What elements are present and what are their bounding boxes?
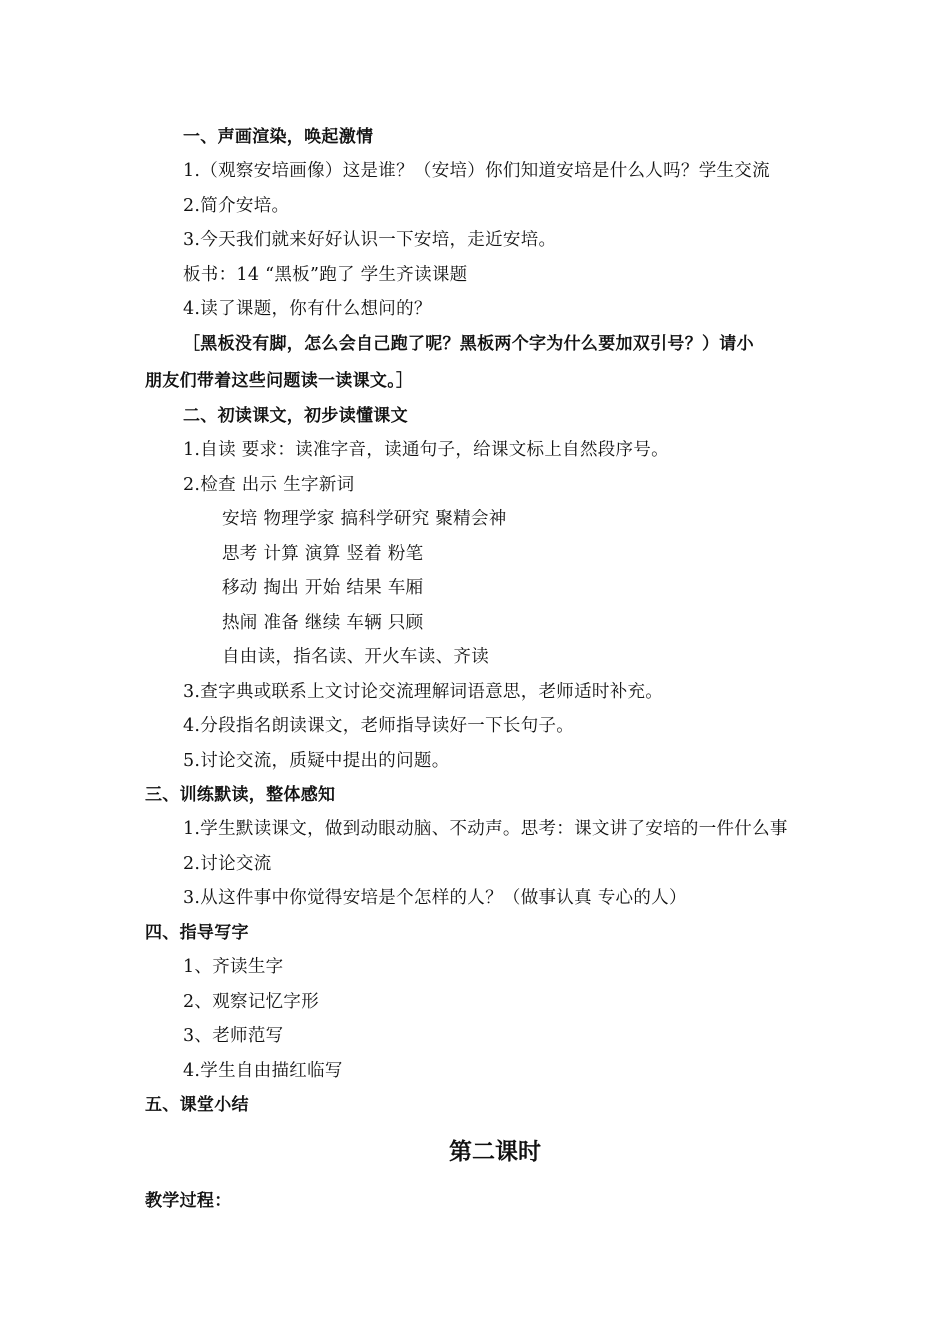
list-item: 2.检查 出示 生字新词: [183, 475, 355, 495]
process-label: 教学过程：: [145, 1191, 232, 1211]
list-item: 3.从这件事中你觉得安培是个怎样的人？（做事认真 专心的人）: [183, 888, 687, 908]
list-item: 2、观察记忆字形: [183, 992, 320, 1012]
word-list-row: 安培 物理学家 搞科学研究 聚精会神: [222, 509, 507, 529]
section-heading-5: 五、课堂小结: [145, 1095, 249, 1115]
list-item: 4.学生自由描红临写: [183, 1061, 343, 1081]
word-list-row: 热闹 准备 继续 车辆 只顾: [222, 613, 424, 633]
list-item: 4.读了课题，你有什么想问的？: [183, 299, 432, 319]
section-heading-2: 二、初读课文，初步读懂课文: [183, 406, 408, 426]
list-item: 1、齐读生字: [183, 957, 284, 977]
section-heading-1: 一、声画渲染，唤起激情: [183, 127, 374, 147]
list-item: 1.学生默读课文，做到动眼动脑、不动声。思考：课文讲了安培的一件什么事: [183, 819, 788, 839]
word-list-row: 思考 计算 演算 竖着 粉笔: [222, 544, 424, 564]
word-list-row: 移动 掏出 开始 结果 车厢: [222, 578, 424, 598]
word-list-row: 自由读，指名读、开火车读、齐读: [222, 647, 489, 667]
blackboard-note: 板书：14 “黑板”跑了 学生齐读课题: [183, 265, 468, 285]
list-item: 3、老师范写: [183, 1026, 284, 1046]
questions-text-continued: 朋友们带着这些问题读一读课文。］: [145, 371, 414, 391]
list-item: 5.讨论交流，质疑中提出的问题。: [183, 751, 450, 771]
list-item: 1.（观察安培画像）这是谁？（安培）你们知道安培是什么人吗？学生交流: [183, 161, 770, 181]
lesson-title: 第二课时: [449, 1139, 541, 1165]
questions-text: ［黑板没有脚，怎么会自己跑了呢？黑板两个字为什么要加双引号？）请小: [183, 334, 754, 354]
list-item: 2.简介安培。: [183, 196, 290, 216]
list-item: 3.查字典或联系上文讨论交流理解词语意思，老师适时补充。: [183, 682, 664, 702]
list-item: 1.自读 要求：读准字音，读通句子，给课文标上自然段序号。: [183, 440, 669, 460]
list-item: 2.讨论交流: [183, 854, 272, 874]
section-heading-3: 三、训练默读，整体感知: [145, 785, 336, 805]
list-item: 3.今天我们就来好好认识一下安培，走近安培。: [183, 230, 557, 250]
section-heading-4: 四、指导写字: [145, 923, 249, 943]
list-item: 4.分段指名朗读课文，老师指导读好一下长句子。: [183, 716, 575, 736]
